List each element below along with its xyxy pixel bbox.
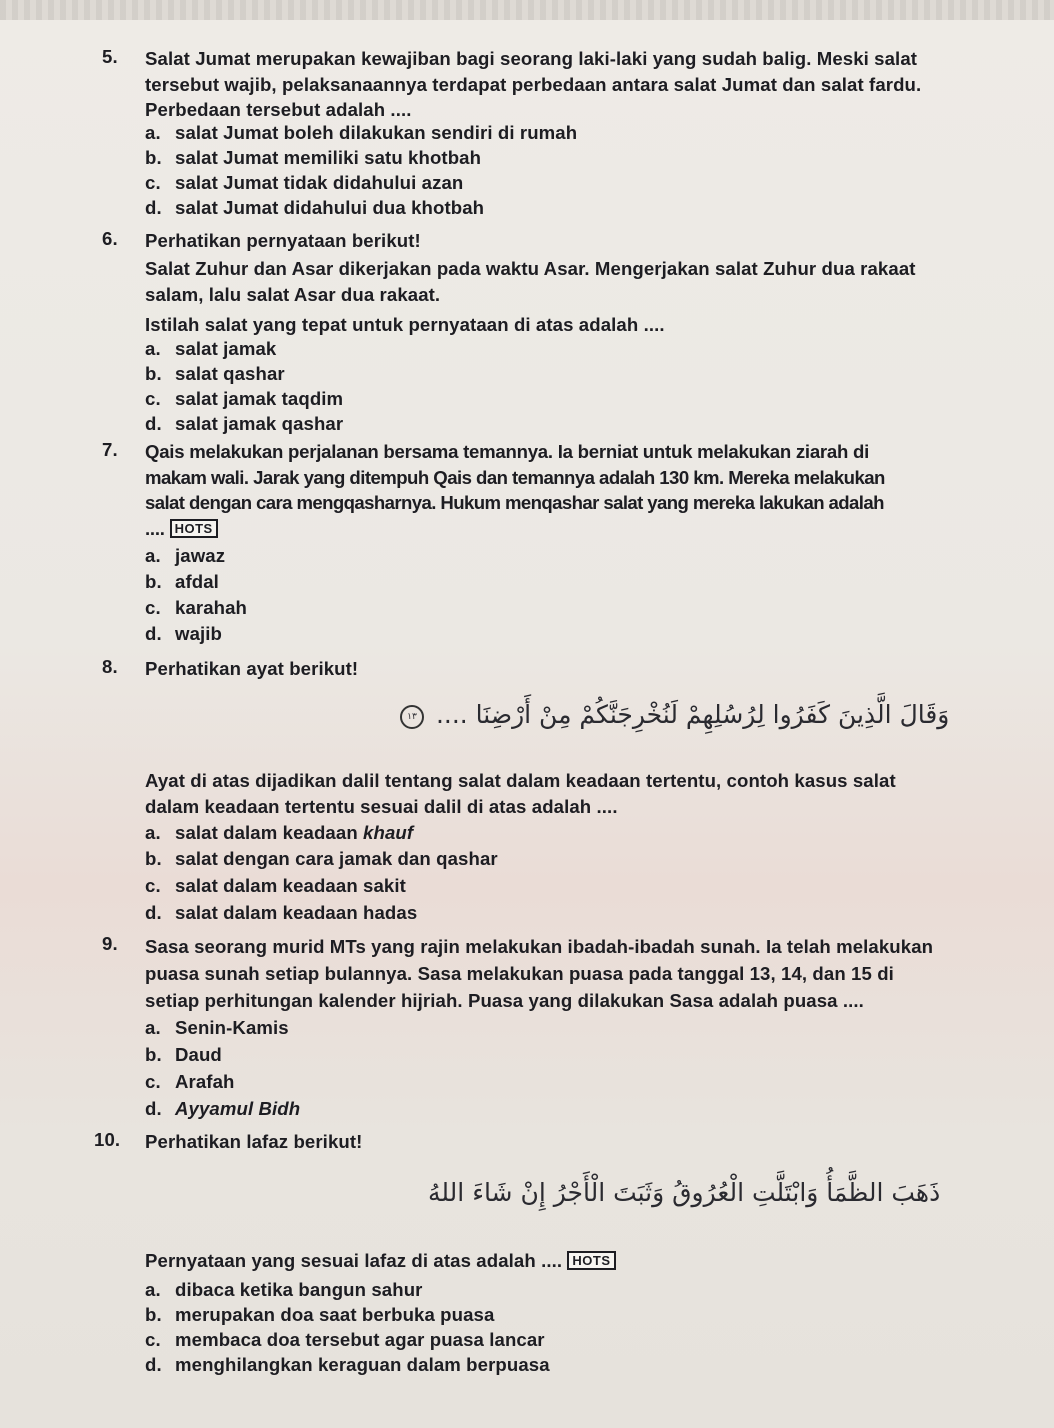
option-d[interactable]: d. wajib xyxy=(145,623,222,644)
arabic-verse: وَقَالَ الَّذِينَ كَفَرُوا لِرُسُلِهِمْ لَنُخْرِجَنَّكُمْ مِنْ أَرْضِنَا .... ١٣ xyxy=(400,700,949,729)
stem-line: Perhatikan lafaz berikut! xyxy=(145,1131,363,1152)
question-number: 5. xyxy=(102,46,118,67)
option-b[interactable]: b. Daud xyxy=(145,1044,222,1065)
hots-badge: HOTS xyxy=(567,1251,615,1270)
question-number: 8. xyxy=(102,656,118,677)
question-prompt xyxy=(145,768,935,819)
option-b[interactable]: b. salat qashar xyxy=(145,363,285,384)
stem-line: Salat Jumat merupakan kewajiban bagi seorang laki-laki yang sudah balig. Meski salat xyxy=(145,48,918,69)
option-c[interactable]: c. karahah xyxy=(145,597,248,618)
option-d[interactable]: d. salat dalam keadaan hadas xyxy=(145,902,418,923)
stem-line: Qais melakukan perjalanan bersama temannya. Ia berniat untuk melakukan ziarah di xyxy=(145,441,870,462)
stem-line: Ayat di atas dijadikan dalil tentang salat dalam keadaan tertentu, contoh kasus salat xyxy=(145,770,896,791)
option-a[interactable]: a. salat jamak xyxy=(145,338,277,359)
stem-line: makam wali. Jarak yang ditempuh Qais dan temannya adalah 130 km. Mereka melakukan xyxy=(145,466,885,488)
option-c[interactable]: c. salat jamak taqdim xyxy=(145,388,344,409)
stem-line: Pernyataan yang sesuai lafaz di atas adalah .... HOTS xyxy=(145,1248,935,1274)
option-a[interactable]: a. jawaz xyxy=(145,545,226,566)
stem-line: .... HOTS xyxy=(145,516,935,542)
stem-line: Perhatikan pernyataan berikut! xyxy=(145,230,421,251)
option-c[interactable]: c. membaca doa tersebut agar puasa lancar xyxy=(145,1329,545,1350)
arabic-prayer: ذَهَبَ الظَّمَأُ وَابْتَلَّتِ الْعُرُوقُ وَثَبَتَ الْأَجْرُ إِنْ شَاءَ اللهُ xyxy=(428,1178,941,1207)
stem-line: puasa sunah setiap bulannya. Sasa melakukan puasa pada tanggal 13, 14, dan 15 di xyxy=(145,963,894,984)
question-stem xyxy=(145,46,935,123)
stem-line: Salat Zuhur dan Asar dikerjakan pada waktu Asar. Mengerjakan salat Zuhur dua rakaat xyxy=(145,258,916,279)
page-top-edge xyxy=(0,0,1054,20)
option-c[interactable]: c. salat dalam keadaan sakit xyxy=(145,875,406,896)
option-b[interactable]: b. salat Jumat memiliki satu khotbah xyxy=(145,147,482,168)
question-stem xyxy=(145,439,935,541)
question-prompt xyxy=(145,1248,935,1274)
option-b[interactable]: b. salat dengan cara jamak dan qashar xyxy=(145,848,498,869)
stem-line: salam, lalu salat Asar dua rakaat. xyxy=(145,283,441,305)
option-d[interactable]: d. salat Jumat didahului dua khotbah xyxy=(145,197,485,218)
option-a[interactable]: a. dibaca ketika bangun sahur xyxy=(145,1279,423,1300)
hots-badge: HOTS xyxy=(170,519,218,538)
question-number: 9. xyxy=(102,933,118,954)
stem-line: salat dengan cara mengqasharnya. Hukum menqashar salat yang mereka lakukan adalah xyxy=(145,492,884,513)
option-c[interactable]: c. Arafah xyxy=(145,1071,235,1092)
question-number: 10. xyxy=(94,1129,121,1150)
option-d[interactable]: d. menghilangkan keraguan dalam berpuasa xyxy=(145,1354,550,1375)
option-d[interactable]: d. salat jamak qashar xyxy=(145,413,344,434)
question-prompt xyxy=(145,312,935,338)
stem-line: Perhatikan ayat berikut! xyxy=(145,658,359,679)
question-stem xyxy=(145,228,935,254)
option-c[interactable]: c. salat Jumat tidak didahului azan xyxy=(145,172,464,193)
option-a[interactable]: a. salat Jumat boleh dilakukan sendiri di rumah xyxy=(145,122,578,143)
stem-line: setiap perhitungan kalender hijriah. Puasa yang dilakukan Sasa adalah puasa .... xyxy=(145,990,864,1011)
question-statement xyxy=(145,256,935,307)
question-stem xyxy=(145,933,935,1014)
stem-line: dalam keadaan tertentu sesuai dalil di atas adalah .... xyxy=(145,795,618,817)
stem-line: Istilah salat yang tepat untuk pernyataan di atas adalah .... xyxy=(145,314,665,335)
stem-line: Sasa seorang murid MTs yang rajin melakukan ibadah-ibadah sunah. Ia telah melakukan xyxy=(145,936,934,957)
option-b[interactable]: b. merupakan doa saat berbuka puasa xyxy=(145,1304,495,1325)
question-number: 7. xyxy=(102,439,118,460)
stem-line: tersebut wajib, pelaksanaannya terdapat perbedaan antara salat Jumat dan salat fardu. xyxy=(145,73,922,95)
option-d[interactable]: d. Ayyamul Bidh xyxy=(145,1098,301,1119)
question-number: 6. xyxy=(102,228,118,249)
stem-line: Perbedaan tersebut adalah .... xyxy=(145,99,412,120)
option-a[interactable]: a. Senin-Kamis xyxy=(145,1017,289,1038)
ayah-number-badge: ١٣ xyxy=(400,705,424,729)
question-stem xyxy=(145,1129,935,1155)
option-b[interactable]: b. afdal xyxy=(145,571,219,592)
option-a[interactable]: a. salat dalam keadaan khauf xyxy=(145,822,414,843)
question-stem xyxy=(145,656,935,682)
